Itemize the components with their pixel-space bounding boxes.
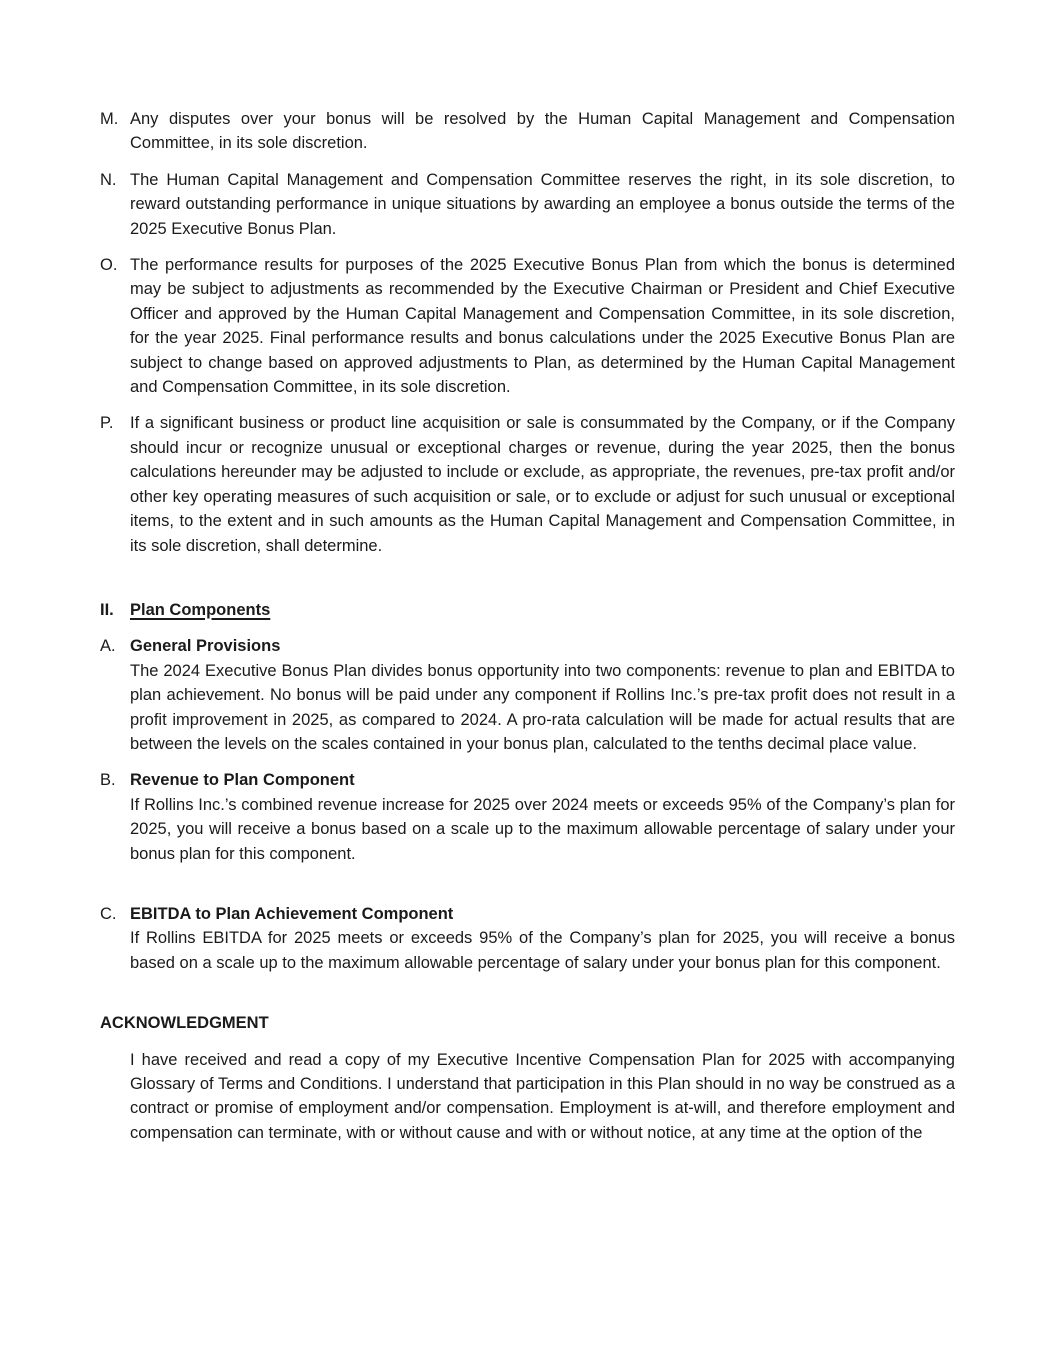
subsection-marker: A. [100, 637, 116, 656]
list-item-n [100, 168, 955, 241]
section-title: Plan Components [130, 600, 271, 619]
subsection-body: The 2024 Executive Bonus Plan divides bonus opportunity into two components: revenue to plan and EBITDA to plan achievement. No bonus will be paid under any component if Rollins Inc.’s pre-tax profit does not result in a profit improvement in 2025, as compared to 2024. A pro-rata calculation will be made for actual results that are between the levels on the scales contained in your bonus plan, calculated to the tenths decimal place value. [130, 661, 955, 753]
list-item-o [100, 253, 955, 399]
section-heading-plan-components [100, 598, 955, 622]
list-item-marker: P. [100, 414, 114, 433]
subsection-heading: EBITDA to Plan Achievement Component [130, 904, 454, 923]
acknowledgment-heading: ACKNOWLEDGMENT [100, 1014, 269, 1033]
list-item-marker: N. [100, 170, 117, 189]
list-item-marker: O. [100, 256, 118, 275]
subsection-body: If Rollins Inc.’s combined revenue increase for 2025 over 2024 meets or exceeds 95% of the Company’s plan for 2025, you will receive a bonus based on a scale up to the maximum allowable percentage of salary under your bonus plan for this component. [130, 795, 955, 863]
list-item-text: If a significant business or product line acquisition or sale is consummated by the Company, or if the Company should incur or recognize unusual or exceptional charges or revenue, during the year 2025, then the bonus calculations hereunder may be adjusted to include or exclude, as appropriate, the revenues, pre-tax profit and/or other key operating measures of such acquisition or sale, or to exclude or adjust for such unusual or exceptional items, to the extent and in such amounts as the Human Capital Management and Compensation Committee, in its sole discretion, shall determine. [130, 414, 955, 555]
list-item-text: The performance results for purposes of the 2025 Executive Bonus Plan from which the bonus is determined may be subject to adjustments as recommended by the Executive Chairman or President and Chief Executive Officer and approved by the Human Capital Management and Compensation Committee, in its sole discretion, for the year 2025. Final performance results and bonus calculations under the 2025 Executive Bonus Plan are subject to change based on approved adjustments to Plan, as determined by the Human Capital Management and Compensation Committee, in its sole discretion. [130, 256, 955, 397]
acknowledgment-body: I have received and read a copy of my Executive Incentive Compensation Plan for 2025 with accompanying Glossary of Terms and Conditions. I understand that participation in this Plan should in no way be construed as a contract or promise of employment and/or compensation. Employment is at-will, and therefore employment and compensation can terminate, with or without cause and with or without notice, at any time at the option of the [130, 1050, 955, 1142]
subsection-marker: B. [100, 771, 116, 790]
subsection-body: If Rollins EBITDA for 2025 meets or exceeds 95% of the Company’s plan for 2025, you will receive a bonus based on a scale up to the maximum allowable percentage of salary under your bonus plan for this component. [130, 929, 955, 972]
subsection-b [100, 768, 955, 866]
list-item-text: Any disputes over your bonus will be resolved by the Human Capital Management and Compensation Committee, in its sole discretion. [130, 110, 955, 153]
subsection-c [100, 902, 955, 975]
subsection-heading: Revenue to Plan Component [130, 771, 355, 790]
subsection-marker: C. [100, 904, 117, 923]
list-item-m [100, 107, 955, 156]
section-marker: II. [100, 600, 114, 619]
subsection-heading: General Provisions [130, 637, 281, 656]
list-item-text: The Human Capital Management and Compensation Committee reserves the right, in its sole discretion, to reward outstanding performance in unique situations by awarding an employee a bonus outside the terms of the 2025 Executive Bonus Plan. [130, 170, 955, 238]
list-item-p [100, 411, 955, 557]
list-item-marker: M. [100, 110, 119, 128]
subsection-a [100, 634, 955, 756]
